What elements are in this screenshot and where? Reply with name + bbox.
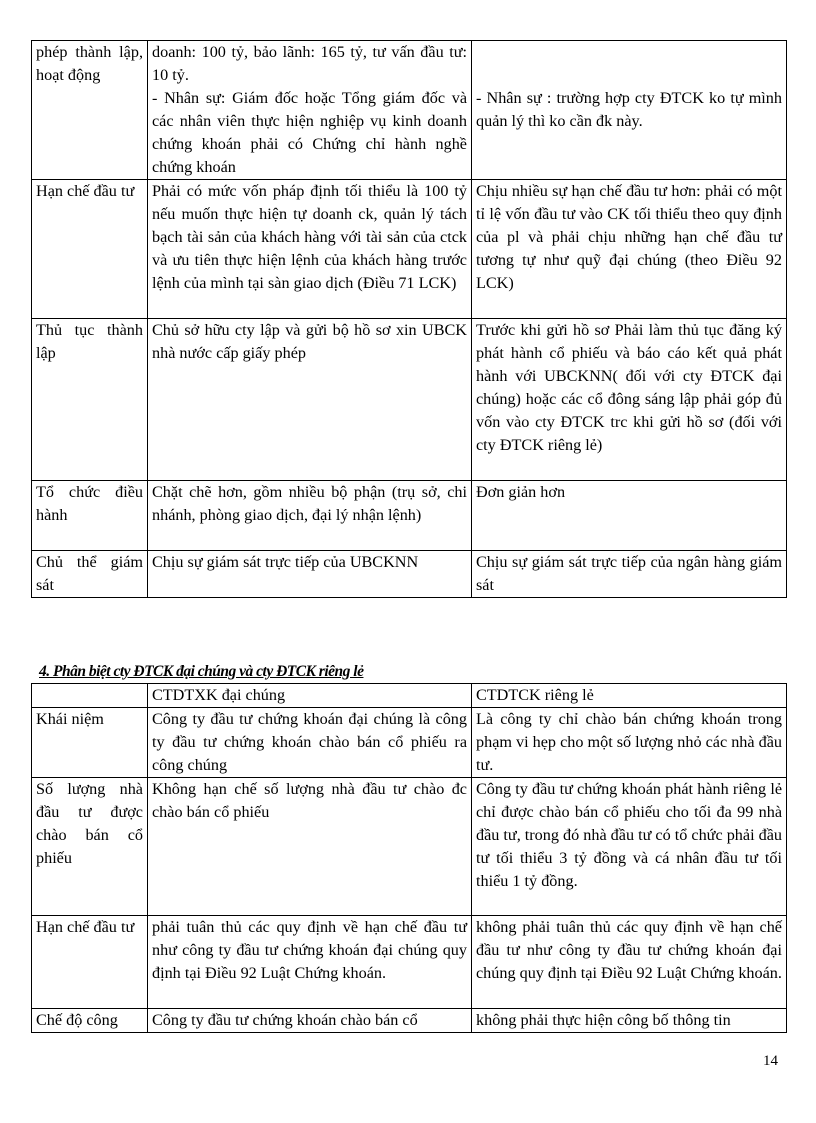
table-cell [472,319,787,481]
table-cell [472,778,787,916]
cell-paragraph: Chịu sự giám sát trực tiếp của ngân hàng giám sát [476,553,782,594]
cell-paragraph [476,41,782,87]
table-row [32,916,787,1009]
header-cell-empty [32,684,148,708]
cell-paragraph: Đơn giản hơn [476,483,566,501]
table-cell [472,708,787,778]
page-number: 14 [763,1053,778,1069]
comparison-table-continued [31,40,787,598]
table-cell [472,551,787,598]
row-label-cell: Hạn chế đầu tư [32,916,148,1009]
cell-paragraph: Chủ sở hữu cty lập và gửi bộ hồ sơ xin UBCK nhà nước cấp giấy phép [152,321,467,362]
row-label-cell: Hạn chế đầu tư [32,180,148,319]
row-label-cell: Chế độ công [32,1009,148,1033]
row-label-cell: Tổ chức điều hành [32,481,148,551]
table-row [32,180,787,319]
header-cell-public: CTDTXK đại chúng [148,684,472,708]
header-cell-private: CTDTCK riêng lẻ [472,684,787,708]
row-label-cell: Thủ tục thành lập [32,319,148,481]
table-row [32,481,787,551]
table-row [32,708,787,778]
cell-paragraph: không phải tuân thủ các quy định về hạn chế đầu tư như công ty đầu tư chứng khoán đại chúng quy định tại Điều 92 Luật Chứng khoán. [476,918,782,982]
table-cell [472,481,787,551]
row-label-cell: Khái niệm [32,708,148,778]
cell-paragraph: không phải thực hiện công bố thông tin [476,1011,731,1029]
table-cell [148,180,472,319]
cell-paragraph: doanh: 100 tỷ, bảo lãnh: 165 tỷ, tư vấn đầu tư: 10 tỷ. [152,43,467,84]
row-label-cell: Số lượng nhà đầu tư được chào bán cổ phiếu [32,778,148,916]
cell-paragraph: Không hạn chế số lượng nhà đầu tư chào đc chào bán cổ phiếu [152,780,467,821]
table-cell [148,916,472,1009]
table-header-row [32,684,787,708]
cell-paragraph: phải tuân thủ các quy định về hạn chế đầu tư như công ty đầu tư chứng khoán đại chúng quy định tại Điều 92 Luật Chứng khoán. [152,918,467,982]
table-cell [148,481,472,551]
cell-paragraph: - Nhân sự : trường hợp cty ĐTCK ko tự mình quản lý thì ko cần đk này. [476,89,782,130]
cell-paragraph: Công ty đầu tư chứng khoán chào bán cổ [152,1011,418,1029]
cell-paragraph: Trước khi gửi hồ sơ Phải làm thủ tục đăng ký phát hành cổ phiếu và báo cáo kết quả phát hành với UBCKNN( đối với cty ĐTCK đại chúng) hoặc các cổ đông sáng lập phải góp đủ vốn vào cty ĐTCK trc khi gửi hồ sơ (đối với cty ĐTCK riêng lẻ) [476,321,782,454]
cell-paragraph: Công ty đầu tư chứng khoán đại chúng là công ty đầu tư chứng khoán chào bán cổ phiếu ra công chúng [152,710,467,774]
table-cell [148,708,472,778]
table-cell [472,1009,787,1033]
table-cell [148,778,472,916]
cell-paragraph: - Nhân sự: Giám đốc hoặc Tổng giám đốc và các nhân viên thực hiện nghiệp vụ kinh doanh chứng khoán phải có Chứng chỉ hành nghề chứng khoán [152,89,467,176]
cell-paragraph: Là công ty chỉ chào bán chứng khoán trong phạm vi hẹp cho một số lượng nhỏ các nhà đầu tư. [476,710,782,774]
table-cell [148,551,472,598]
cell-paragraph: Chịu nhiều sự hạn chế đầu tư hơn: phải có một tỉ lệ vốn đầu tư vào CK tối thiểu theo quy định của pl và phải chịu những hạn chế đầu tư tương tự như quỹ đại chúng (theo Điều 92 LCK) [476,182,782,292]
table-row [32,778,787,916]
cell-paragraph: Chịu sự giám sát trực tiếp của UBCKNN [152,553,419,571]
table-row [32,41,787,180]
table-row [32,319,787,481]
table-cell [472,180,787,319]
cell-paragraph: Công ty đầu tư chứng khoán phát hành riêng lẻ chỉ được chào bán cổ phiếu cho tối đa 99 nhà đầu tư, trong đó nhà đầu tư có tổ chức phải đầu tư tối thiểu 3 tỷ đồng và cá nhân đầu tư tối thiểu 1 tỷ đồng. [476,780,782,890]
cell-paragraph: Chặt chẽ hơn, gồm nhiều bộ phận (trụ sở, chi nhánh, phòng giao dịch, đại lý nhận lệnh) [152,483,467,524]
table-cell [148,1009,472,1033]
cell-paragraph: Phải có mức vốn pháp định tối thiểu là 100 tỷ nếu muốn thực hiện tự doanh ck, quản lý tách bạch tài sản của khách hàng với tài sản của ctck và ưu tiên thực hiện lệnh của khách hàng trước lệnh của mình tại sàn giao dịch (Điều 71 LCK) [152,182,467,292]
section-heading: 4. Phân biệt cty ĐTCK đại chúng và cty ĐTCK riêng lẻ [39,663,364,680]
table-cell [148,41,472,180]
row-label-cell: phép thành lập, hoạt động [32,41,148,180]
comparison-table-public-vs-private [31,683,787,1033]
table-cell [148,319,472,481]
table-cell [472,41,787,180]
table-row [32,1009,787,1033]
table-cell [472,916,787,1009]
row-label-cell: Chủ thể giám sát [32,551,148,598]
table-row [32,551,787,598]
